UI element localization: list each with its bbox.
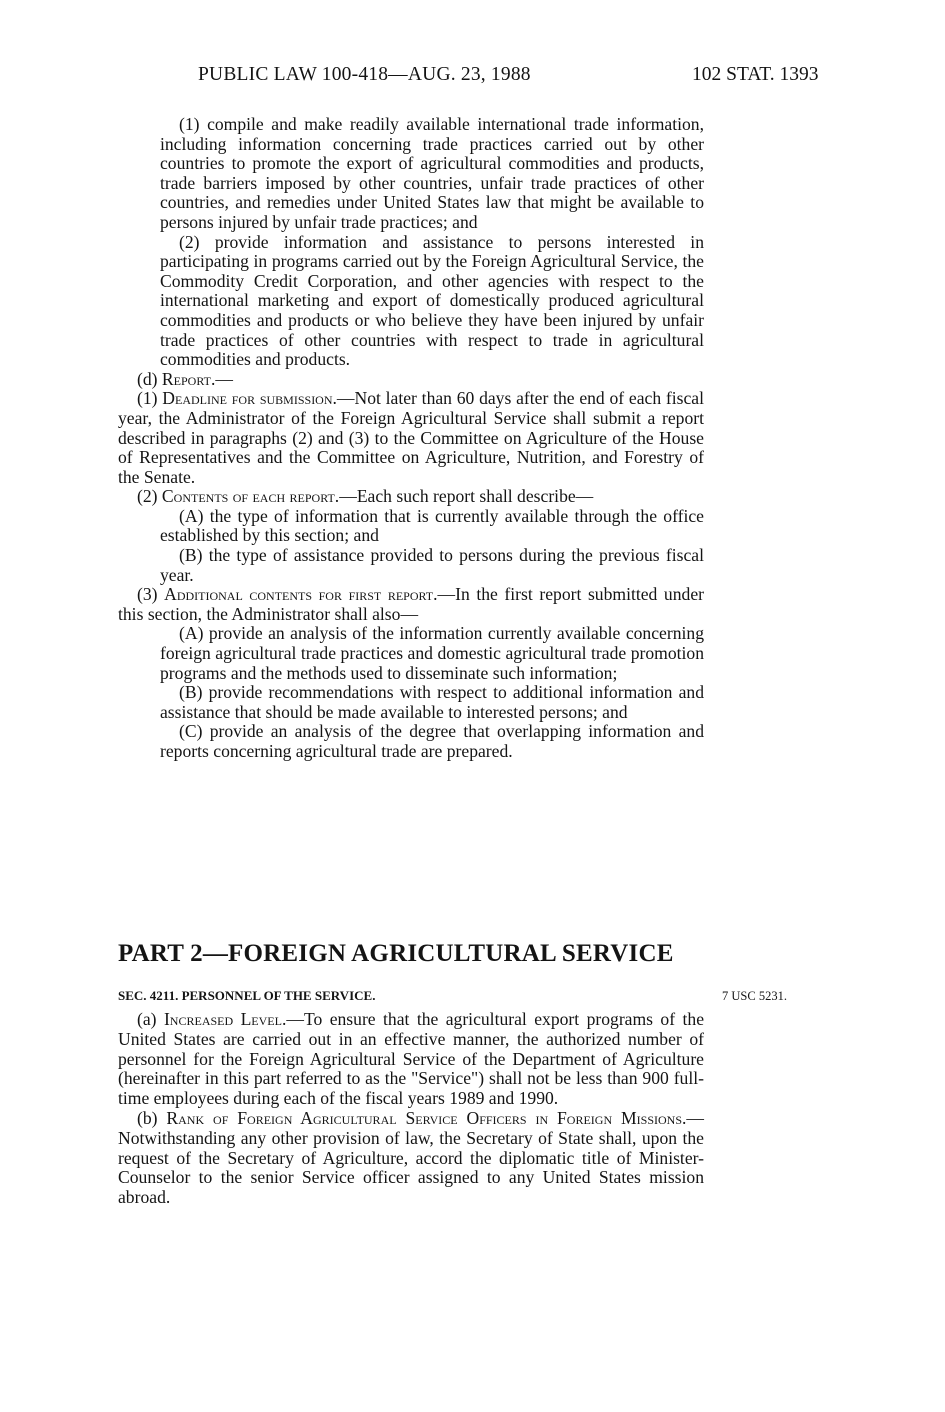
paragraph-d1: (1) Deadline for submission.—Not later than 60 days after the end of each fiscal year, the Administrator of the Foreign Agricultural Service shall submit a report described in paragraphs (2) and (3) to the Committee on Agriculture of the House of Representatives and the Committee on Agriculture, Nutrition, and Forestry of the Senate. bbox=[118, 388, 704, 487]
paragraph-c1: (1) compile and make readily available international trade information, including information concerning trade practices carried out by other countries to promote the export of agricultural commodities and products, trade barriers imposed by other countries, unfair trade practices of other countries, and remedies under United States law that might be available to persons injured by unfair trade practices; and bbox=[160, 114, 704, 232]
usc-margin-note: 7 USC 5231. bbox=[722, 989, 787, 1003]
clause-d3C: (C) provide an analysis of the degree that overlapping information and reports concerning agricultural trade are prepared. bbox=[160, 721, 704, 761]
body-text-section bbox=[118, 1010, 704, 1208]
clause-d2A: (A) the type of information that is currently available through the office established by this section; and bbox=[160, 505, 704, 546]
subsection-a: (a) Increased Level.—To ensure that the agricultural export programs of the United States are carried out in an effective manner, the authorized number of personnel for the Foreign Agricultural Service of the Department of Agriculture (hereinafter in this part referred to as the "Service") shall not be less than 900 full-time employees during each of the fiscal years 1989 and 1990. bbox=[118, 1009, 704, 1109]
subsection-a-heading: Increased Level. bbox=[163, 1009, 287, 1029]
subsection-b-heading: Rank of Foreign Agricultural Service Officers in Foreign Missions. bbox=[166, 1107, 687, 1128]
clause-d3B: (B) provide recommendations with respect to additional information and assistance that should be made available to interested persons; and bbox=[160, 682, 704, 722]
part-heading: PART 2—FOREIGN AGRICULTURAL SERVICE bbox=[118, 940, 674, 967]
subsection-d-heading: Report. bbox=[161, 368, 216, 389]
body-text-upper bbox=[118, 115, 704, 762]
paragraph-d3-heading: Additional contents for first report. bbox=[164, 584, 438, 605]
paragraph-c2: (2) provide information and assistance to persons interested in participating in programs carried out by the Foreign Agricultural Service, the Commodity Credit Corporation, and other agencies with respect to the international marketing and export of domestically produced agricultural commodities and products or who believe they have been injured by unfair trade practices of other countries with respect to trade in agricultural commodities and products. bbox=[160, 231, 704, 370]
header-law-citation: PUBLIC LAW 100-418—AUG. 23, 1988 bbox=[198, 64, 531, 85]
running-header bbox=[0, 64, 945, 90]
clause-d3A: (A) provide an analysis of the information currently available concerning foreign agricultural trade practices and domestic agricultural trade promotion programs and the methods used to disseminate such information; bbox=[160, 623, 704, 683]
subsection-b: (b) Rank of Foreign Agricultural Service Officers in Foreign Missions.—Notwithstanding any other provision of law, the Secretary of State shall, upon the request of the Secretary of Agriculture, accord the diplomatic title of Minister-Counselor to the senior Service officer assigned to any United States mission abroad. bbox=[118, 1107, 704, 1208]
paragraph-d1-heading: Deadline for submission. bbox=[162, 388, 337, 409]
section-heading: SEC. 4211. PERSONNEL OF THE SERVICE. bbox=[118, 988, 376, 1003]
subsection-d: (d) Report.— bbox=[137, 368, 233, 389]
paragraph-d2: (2) Contents of each report.—Each such report shall describe— bbox=[137, 486, 594, 507]
header-page-number: 102 STAT. 1393 bbox=[692, 64, 819, 85]
paragraph-d2-heading: Contents of each report. bbox=[161, 486, 340, 507]
clause-d2B: (B) the type of assistance provided to persons during the previous fiscal year. bbox=[160, 545, 704, 585]
paragraph-d3: (3) Additional contents for first report.—In the first report submitted under this section, the Administrator shall also— bbox=[118, 584, 704, 624]
